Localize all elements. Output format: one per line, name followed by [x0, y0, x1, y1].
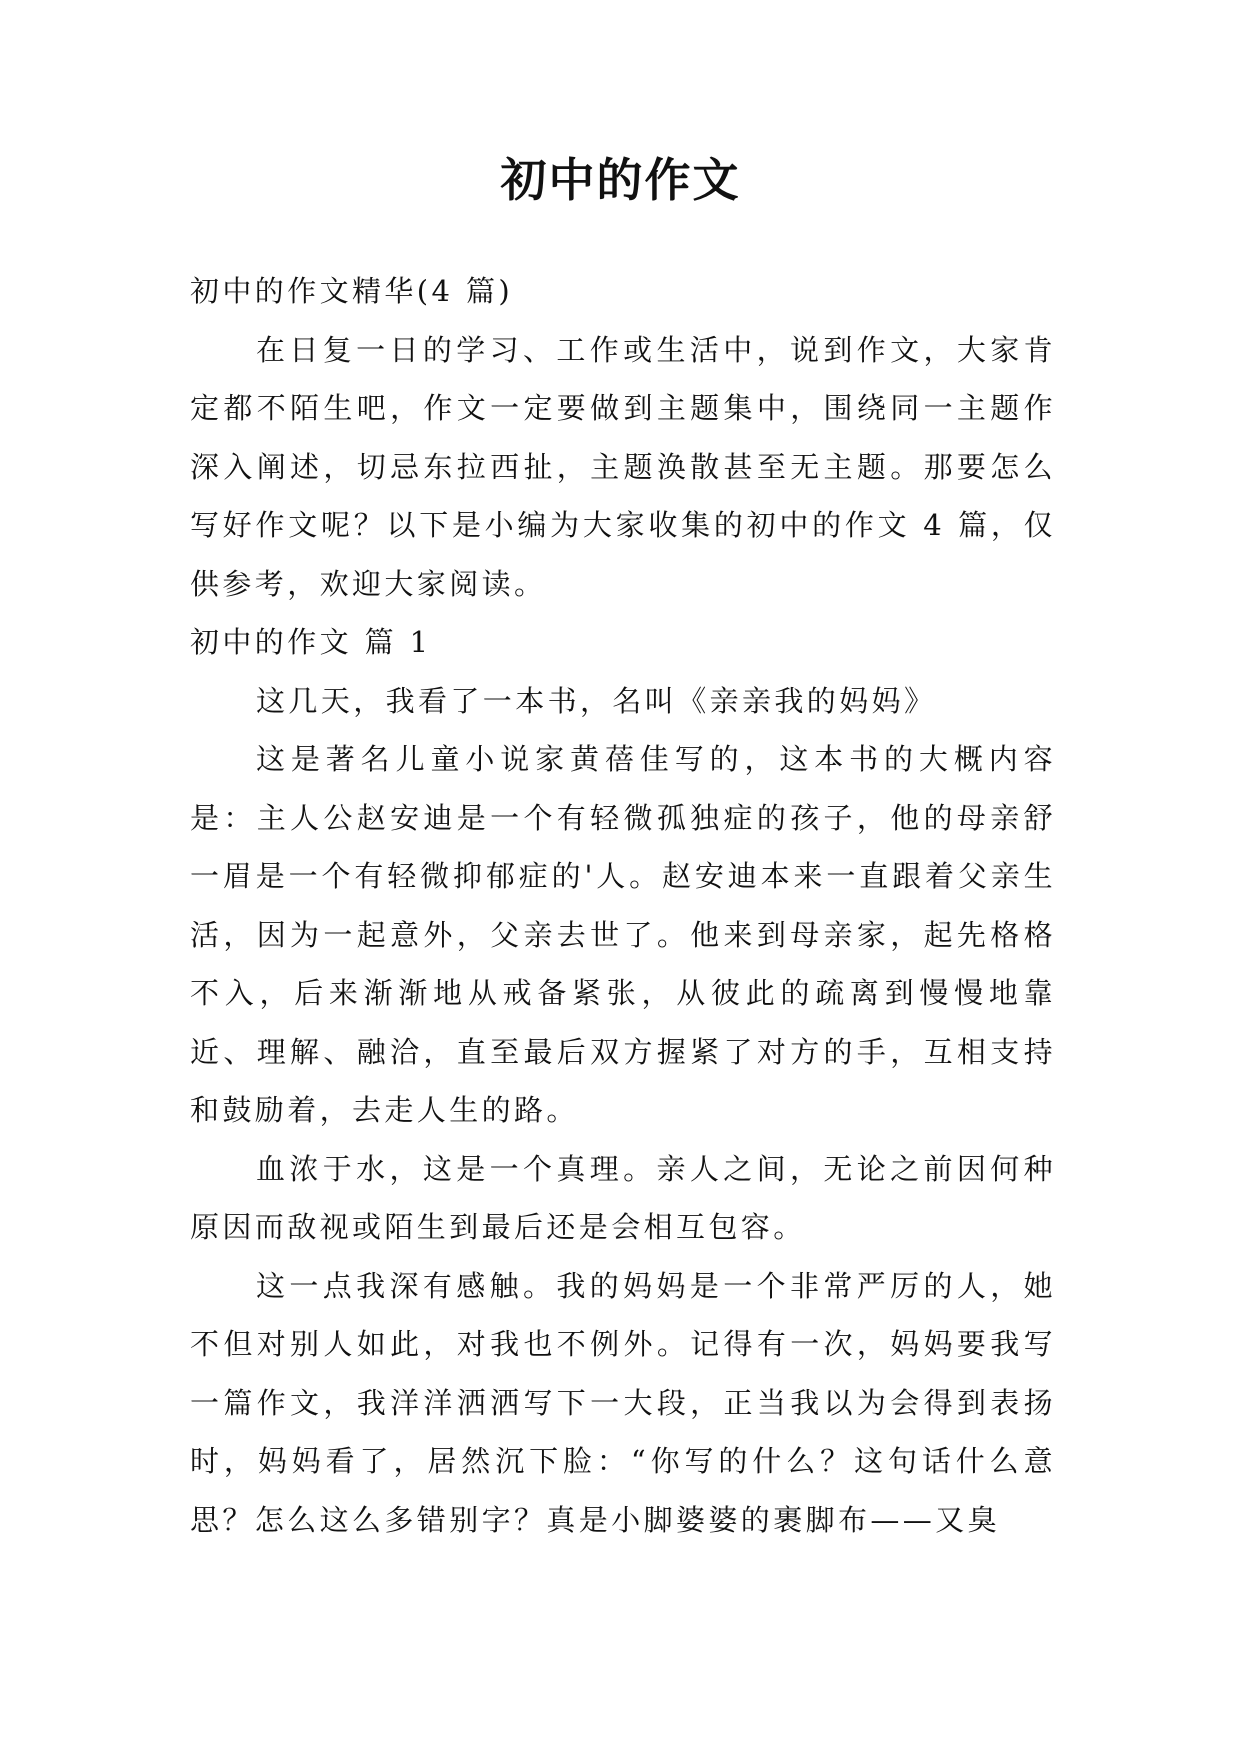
document-title: 初中的作文 [500, 153, 741, 207]
document-subtitle: 初中的作文精华(4 篇) [190, 274, 514, 308]
intro-paragraph: 在日复一日的学习、工作或生活中，说到作文，大家肯定都不陌生吧，作文一定要做到主题集中，围绕同一主题作深入阐述，切忌东拉西扯，主题涣散甚至无主题。那要怎么写好作文呢？以下是小编为大家收集的初中的作文 4 篇，仅供参考，欢迎大家阅读。 [190, 332, 1056, 601]
paragraph: 这几天，我看了一本书，名叫《亲亲我的妈妈》 [256, 683, 937, 718]
paragraph: 这是著名儿童小说家黄蓓佳写的，这本书的大概内容是：主人公赵安迪是一个有轻微孤独症的孩子，他的母亲舒一眉是一个有轻微抑郁症的'人。赵安迪本来一直跟着父亲生活，因为一起意外，父亲去世了。他来到母亲家，起先格格不入，后来渐渐地从戒备紧张，从彼此的疏离到慢慢地靠近、理解、融洽，直至最后双方握紧了对方的手，互相支持和鼓励着，去走人生的路。 [190, 742, 1056, 1127]
section-heading: 初中的作文 篇 1 [190, 625, 432, 659]
document-body [190, 262, 1056, 1549]
paragraph: 这一点我深有感触。我的妈妈是一个非常严厉的人，她不但对别人如此，对我也不例外。记得有一次，妈妈要我写一篇作文，我洋洋洒洒写下一大段，正当我以为会得到表扬时，妈妈看了，居然沉下脸：“你写的什么？这句话什么意思？怎么这么多错别字？真是小脚婆婆的裹脚布——又臭 [190, 1268, 1056, 1537]
paragraph: 血浓于水，这是一个真理。亲人之间，无论之前因何种原因而敌视或陌生到最后还是会相互包容。 [190, 1151, 1056, 1244]
